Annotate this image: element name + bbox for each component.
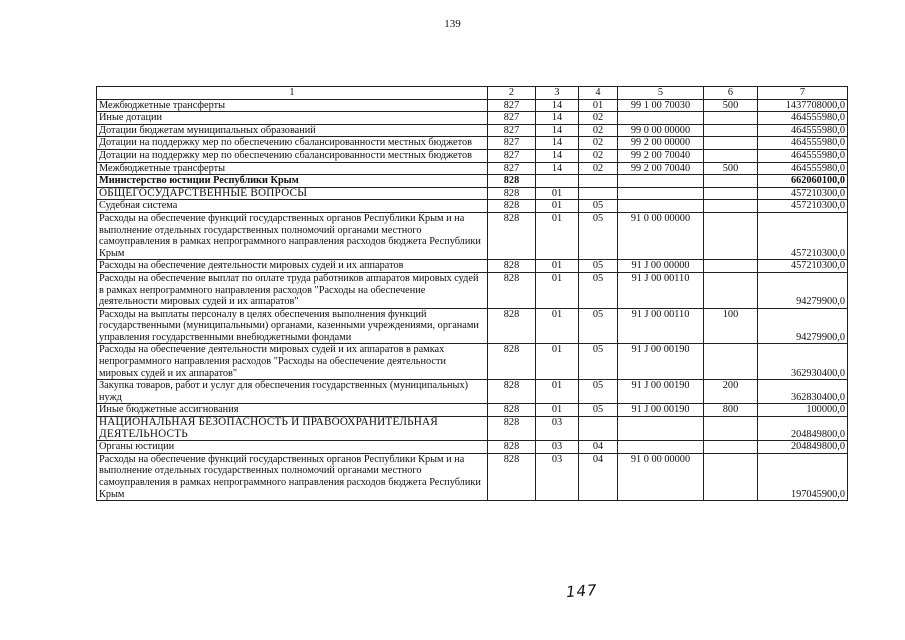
target-article-code-cell	[618, 187, 704, 200]
ministry-code-cell: 828	[488, 417, 536, 441]
expense-type-code-cell	[704, 124, 758, 137]
expense-type-code-cell	[704, 417, 758, 441]
subsection-code-cell: 02	[579, 149, 618, 162]
amount-cell: 457210300,0	[758, 200, 848, 213]
amount-cell: 362930400,0	[758, 344, 848, 380]
ministry-code-cell: 827	[488, 99, 536, 112]
subsection-code-cell	[579, 417, 618, 441]
amount-cell: 457210300,0	[758, 212, 848, 259]
table-row	[97, 187, 848, 200]
row-name-cell: Органы юстиции	[97, 441, 488, 454]
subsection-code-cell: 04	[579, 441, 618, 454]
row-name-cell: Расходы на выплаты персоналу в целях обеспечения выполнения функций государственными (муниципальными) органами, казенными учреждениями, органами управления государственными внебюджетными фондами	[97, 308, 488, 344]
row-name-cell: Судебная система	[97, 200, 488, 213]
target-article-code-cell	[618, 175, 704, 188]
subsection-code-cell: 02	[579, 137, 618, 150]
amount-cell: 1437708000,0	[758, 99, 848, 112]
row-name-cell: Закупка товаров, работ и услуг для обеспечения государственных (муниципальных) нужд	[97, 380, 488, 404]
expense-type-code-cell	[704, 187, 758, 200]
target-article-code-cell: 99 2 00 70040	[618, 149, 704, 162]
target-article-code-cell: 91 J 00 00190	[618, 344, 704, 380]
ministry-code-cell: 827	[488, 162, 536, 175]
column-number-7: 7	[758, 87, 848, 100]
ministry-code-cell: 828	[488, 175, 536, 188]
target-article-code-cell: 91 0 00 00000	[618, 212, 704, 259]
column-number-5: 5	[618, 87, 704, 100]
amount-cell: 197045900,0	[758, 453, 848, 500]
table-row	[97, 417, 848, 441]
amount-cell: 464555980,0	[758, 137, 848, 150]
amount-cell: 204849800,0	[758, 441, 848, 454]
table-row	[97, 124, 848, 137]
section-code-cell: 01	[536, 187, 579, 200]
handwritten-signature: 147	[565, 580, 599, 602]
table-row	[97, 149, 848, 162]
target-article-code-cell: 91 J 00 00190	[618, 380, 704, 404]
subsection-code-cell: 05	[579, 260, 618, 273]
subsection-code-cell	[579, 187, 618, 200]
section-code-cell	[536, 175, 579, 188]
subsection-code-cell: 01	[579, 99, 618, 112]
subsection-code-cell: 02	[579, 112, 618, 125]
row-name-cell: Дотации на поддержку мер по обеспечению сбалансированности местных бюджетов	[97, 149, 488, 162]
section-code-cell: 01	[536, 404, 579, 417]
budget-table	[96, 86, 848, 501]
target-article-code-cell: 91 J 00 00000	[618, 260, 704, 273]
column-number-6: 6	[704, 87, 758, 100]
target-article-code-cell	[618, 112, 704, 125]
ministry-code-cell: 828	[488, 212, 536, 259]
amount-cell: 94279900,0	[758, 272, 848, 308]
subsection-code-cell: 05	[579, 404, 618, 417]
section-code-cell: 01	[536, 308, 579, 344]
section-code-cell: 01	[536, 260, 579, 273]
section-code-cell: 14	[536, 124, 579, 137]
table-row	[97, 99, 848, 112]
target-article-code-cell: 91 J 00 00110	[618, 272, 704, 308]
subsection-code-cell: 05	[579, 308, 618, 344]
target-article-code-cell: 99 1 00 70030	[618, 99, 704, 112]
ministry-code-cell: 828	[488, 380, 536, 404]
table-row	[97, 112, 848, 125]
table-row	[97, 308, 848, 344]
target-article-code-cell: 99 2 00 70040	[618, 162, 704, 175]
ministry-code-cell: 827	[488, 124, 536, 137]
row-name-cell: Иные бюджетные ассигнования	[97, 404, 488, 417]
section-code-cell: 14	[536, 112, 579, 125]
row-name-cell: Министерство юстиции Республики Крым	[97, 175, 488, 188]
row-name-cell: Межбюджетные трансферты	[97, 162, 488, 175]
amount-cell: 464555980,0	[758, 124, 848, 137]
expense-type-code-cell	[704, 112, 758, 125]
row-name-cell: Дотации бюджетам муниципальных образований	[97, 124, 488, 137]
target-article-code-cell: 91 0 00 00000	[618, 453, 704, 500]
expense-type-code-cell	[704, 260, 758, 273]
expense-type-code-cell: 800	[704, 404, 758, 417]
row-name-cell: Дотации на поддержку мер по обеспечению сбалансированности местных бюджетов	[97, 137, 488, 150]
table-row	[97, 260, 848, 273]
ministry-code-cell: 828	[488, 308, 536, 344]
table-row	[97, 344, 848, 380]
ministry-code-cell: 828	[488, 404, 536, 417]
table-row	[97, 175, 848, 188]
section-code-cell: 01	[536, 212, 579, 259]
expense-type-code-cell	[704, 441, 758, 454]
row-name-cell: Межбюджетные трансферты	[97, 99, 488, 112]
column-number-1: 1	[97, 87, 488, 100]
ministry-code-cell: 828	[488, 200, 536, 213]
amount-cell: 94279900,0	[758, 308, 848, 344]
amount-cell: 464555980,0	[758, 149, 848, 162]
expense-type-code-cell: 100	[704, 308, 758, 344]
amount-cell: 457210300,0	[758, 187, 848, 200]
target-article-code-cell: 91 J 00 00110	[618, 308, 704, 344]
target-article-code-cell	[618, 200, 704, 213]
expense-type-code-cell	[704, 175, 758, 188]
section-code-cell: 14	[536, 137, 579, 150]
subsection-code-cell: 05	[579, 380, 618, 404]
amount-cell: 464555980,0	[758, 112, 848, 125]
amount-cell: 457210300,0	[758, 260, 848, 273]
row-name-cell: Иные дотации	[97, 112, 488, 125]
ministry-code-cell: 827	[488, 112, 536, 125]
row-name-cell: Расходы на обеспечение деятельности мировых судей и их аппаратов	[97, 260, 488, 273]
subsection-code-cell: 02	[579, 162, 618, 175]
table-row	[97, 162, 848, 175]
target-article-code-cell	[618, 441, 704, 454]
table-row	[97, 453, 848, 500]
table-row	[97, 404, 848, 417]
amount-cell: 362830400,0	[758, 380, 848, 404]
section-code-cell: 01	[536, 344, 579, 380]
column-number-2: 2	[488, 87, 536, 100]
row-name-cell: Расходы на обеспечение деятельности мировых судей и их аппаратов в рамках непрограммного направления расходов "Расходы на обеспечение деятельности мировых судей и их аппаратов"	[97, 344, 488, 380]
page-number: 139	[444, 18, 461, 30]
column-number-4: 4	[579, 87, 618, 100]
ministry-code-cell: 828	[488, 441, 536, 454]
row-name-cell: ОБЩЕГОСУДАРСТВЕННЫЕ ВОПРОСЫ	[97, 187, 488, 200]
expense-type-code-cell	[704, 272, 758, 308]
table-header-row	[97, 87, 848, 100]
row-name-cell: Расходы на обеспечение выплат по оплате труда работников аппаратов мировых судей в рамках непрограммного направления расходов "Расходы на обеспечение деятельности мировых судей и их аппаратов"	[97, 272, 488, 308]
section-code-cell: 03	[536, 417, 579, 441]
table-row	[97, 212, 848, 259]
table-row	[97, 380, 848, 404]
amount-cell: 204849800,0	[758, 417, 848, 441]
row-name-cell: Расходы на обеспечение функций государственных органов Республики Крым и на выполнение отдельных государственных полномочий органами местного самоуправления в рамках непрограммного направления расходов бюджета Республики Крым	[97, 453, 488, 500]
ministry-code-cell: 827	[488, 137, 536, 150]
amount-cell: 662060100,0	[758, 175, 848, 188]
expense-type-code-cell: 500	[704, 99, 758, 112]
subsection-code-cell: 05	[579, 272, 618, 308]
section-code-cell: 03	[536, 441, 579, 454]
expense-type-code-cell	[704, 344, 758, 380]
ministry-code-cell: 828	[488, 272, 536, 308]
expense-type-code-cell: 200	[704, 380, 758, 404]
expense-type-code-cell	[704, 453, 758, 500]
section-code-cell: 01	[536, 272, 579, 308]
subsection-code-cell: 05	[579, 200, 618, 213]
expense-type-code-cell: 500	[704, 162, 758, 175]
target-article-code-cell: 91 J 00 00190	[618, 404, 704, 417]
expense-type-code-cell	[704, 137, 758, 150]
target-article-code-cell	[618, 417, 704, 441]
ministry-code-cell: 827	[488, 149, 536, 162]
column-number-3: 3	[536, 87, 579, 100]
target-article-code-cell: 99 0 00 00000	[618, 124, 704, 137]
row-name-cell: НАЦИОНАЛЬНАЯ БЕЗОПАСНОСТЬ И ПРАВООХРАНИТЕЛЬНАЯ ДЕЯТЕЛЬНОСТЬ	[97, 417, 488, 441]
table-row	[97, 137, 848, 150]
table-row	[97, 272, 848, 308]
ministry-code-cell: 828	[488, 453, 536, 500]
ministry-code-cell: 828	[488, 260, 536, 273]
section-code-cell: 14	[536, 149, 579, 162]
amount-cell: 464555980,0	[758, 162, 848, 175]
subsection-code-cell: 05	[579, 212, 618, 259]
section-code-cell: 01	[536, 200, 579, 213]
subsection-code-cell: 02	[579, 124, 618, 137]
subsection-code-cell: 04	[579, 453, 618, 500]
subsection-code-cell: 05	[579, 344, 618, 380]
expense-type-code-cell	[704, 212, 758, 259]
amount-cell: 100000,0	[758, 404, 848, 417]
row-name-cell: Расходы на обеспечение функций государственных органов Республики Крым и на выполнение отдельных государственных полномочий органами местного самоуправления в рамках непрограммного направления расходов бюджета Республики Крым	[97, 212, 488, 259]
ministry-code-cell: 828	[488, 187, 536, 200]
section-code-cell: 01	[536, 380, 579, 404]
section-code-cell: 14	[536, 99, 579, 112]
expense-type-code-cell	[704, 200, 758, 213]
subsection-code-cell	[579, 175, 618, 188]
table-row	[97, 441, 848, 454]
table-row	[97, 200, 848, 213]
ministry-code-cell: 828	[488, 344, 536, 380]
section-code-cell: 03	[536, 453, 579, 500]
section-code-cell: 14	[536, 162, 579, 175]
expense-type-code-cell	[704, 149, 758, 162]
target-article-code-cell: 99 2 00 00000	[618, 137, 704, 150]
